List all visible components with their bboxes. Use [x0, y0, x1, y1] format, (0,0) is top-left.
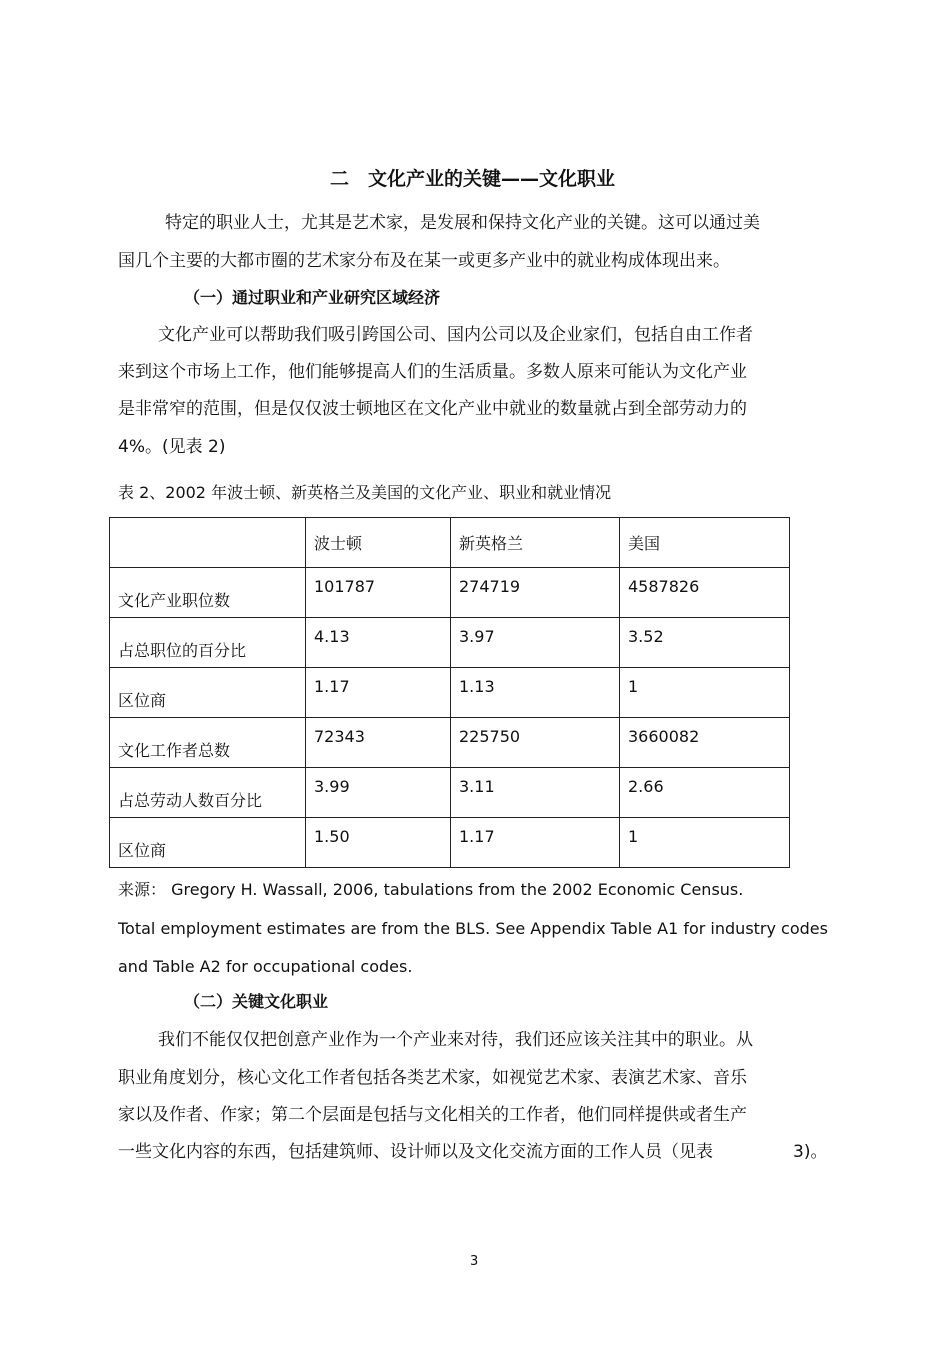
data-table	[109, 517, 790, 868]
table-cell: 4587826	[620, 568, 790, 618]
source-line2: Total employment estimates are from the BLS. See Appendix Table A1 for industry codes	[118, 919, 828, 938]
subsection-heading-2: （二）关键文化职业	[184, 992, 329, 1011]
table-row	[110, 818, 790, 868]
table-header-row	[110, 518, 790, 568]
table-row	[110, 568, 790, 618]
table-row	[110, 768, 790, 818]
para3-line3: 家以及作者、作家；第二个层面是包括与文化相关的工作者，他们同样提供或者生产	[118, 1105, 747, 1125]
table-row	[110, 668, 790, 718]
table-cell: 274719	[451, 568, 620, 618]
row-label: 占总职位的百分比	[110, 618, 306, 668]
table-cell: 101787	[306, 568, 451, 618]
para2-line4: 4%。(见表 2)	[118, 437, 226, 457]
row-label: 占总劳动人数百分比	[110, 768, 306, 818]
table-row	[110, 618, 790, 668]
section-title: 二 文化产业的关键——文化职业	[330, 168, 616, 190]
table-cell: 3.11	[451, 768, 620, 818]
header-cell-usa: 美国	[620, 518, 790, 568]
table-cell: 72343	[306, 718, 451, 768]
table-cell: 4.13	[306, 618, 451, 668]
table-cell: 1.17	[306, 668, 451, 718]
table-cell: 3.99	[306, 768, 451, 818]
table-cell: 3.52	[620, 618, 790, 668]
table-cell: 3660082	[620, 718, 790, 768]
table-row	[110, 718, 790, 768]
para2-line1: 文化产业可以帮助我们吸引跨国公司、国内公司以及企业家们，包括自由工作者	[158, 325, 753, 345]
para3-line1: 我们不能仅仅把创意产业作为一个产业来对待，我们还应该关注其中的职业。从	[158, 1030, 753, 1050]
table-cell: 1.50	[306, 818, 451, 868]
row-label: 文化工作者总数	[110, 718, 306, 768]
para1-line1: 特定的职业人士，尤其是艺术家，是发展和保持文化产业的关键。这可以通过美	[165, 213, 760, 233]
table-caption: 表 2、2002 年波士顿、新英格兰及美国的文化产业、职业和就业情况	[118, 483, 612, 502]
subsection-heading-1: （一）通过职业和产业研究区域经济	[184, 288, 441, 307]
table-cell: 1.13	[451, 668, 620, 718]
table-cell: 225750	[451, 718, 620, 768]
table-cell: 3.97	[451, 618, 620, 668]
page-number: 3	[470, 1254, 479, 1269]
table-cell: 2.66	[620, 768, 790, 818]
header-cell-new-england: 新英格兰	[451, 518, 620, 568]
para3-line2: 职业角度划分，核心文化工作者包括各类艺术家，如视觉艺术家、表演艺术家、音乐	[118, 1068, 747, 1088]
row-label: 区位商	[110, 818, 306, 868]
para2-line3: 是非常窄的范围，但是仅仅波士顿地区在文化产业中就业的数量就占到全部劳动力的	[118, 399, 747, 419]
table-cell: 1	[620, 668, 790, 718]
table-cell: 1.17	[451, 818, 620, 868]
row-label: 文化产业职位数	[110, 568, 306, 618]
source-line3: and Table A2 for occupational codes.	[118, 957, 413, 976]
header-cell-boston: 波士顿	[306, 518, 451, 568]
para3-line4: 一些文化内容的东西，包括建筑师、设计师以及文化交流方面的工作人员（见表	[118, 1142, 713, 1162]
row-label: 区位商	[110, 668, 306, 718]
table-cell: 1	[620, 818, 790, 868]
para3-line4-end: 3)。	[793, 1142, 828, 1162]
source-line1: 来源： Gregory H. Wassall, 2006, tabulations from the 2002 Economic Census.	[118, 880, 744, 899]
para2-line2: 来到这个市场上工作，他们能够提高人们的生活质量。多数人原来可能认为文化产业	[118, 362, 747, 382]
para1-line2: 国几个主要的大都市圈的艺术家分布及在某一或更多产业中的就业构成体现出来。	[118, 251, 730, 271]
header-cell-empty	[110, 518, 306, 568]
